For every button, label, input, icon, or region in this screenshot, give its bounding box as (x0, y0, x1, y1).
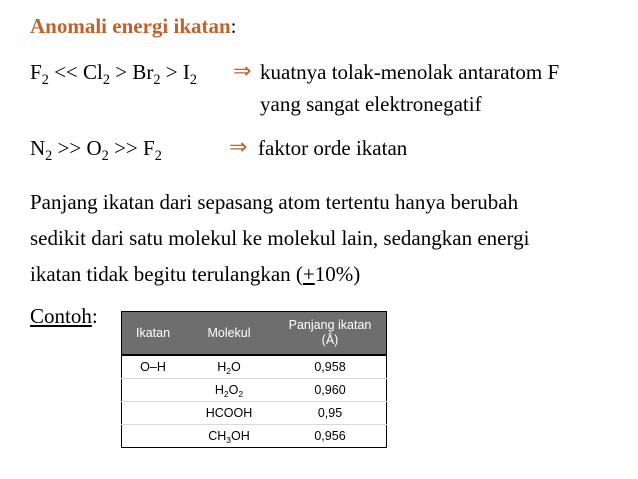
header-bond: Ikatan (122, 312, 185, 356)
heading-colon: : (230, 14, 237, 38)
halogen-series: $F_2 << Cl_2 > Br_2 > I_2$ (30, 60, 197, 88)
table-row (122, 425, 387, 448)
heading (30, 14, 237, 39)
halogen-explanation-1: kuatnya tolak-menolak antaratom F (260, 60, 560, 84)
plus-minus: + (302, 262, 315, 286)
heading-text: Anomali energi ikatan (30, 14, 231, 38)
paragraph-line-1: Panjang ikatan dari sepasang atom tertentu hanya berubah (30, 190, 519, 214)
table-header-row (122, 312, 387, 356)
cell-molecule: $H_2O_2$ (184, 379, 274, 402)
cell-length: 0,956 (274, 425, 387, 448)
cell-length: 0,958 (314, 360, 346, 374)
example-label: Contoh: (30, 304, 98, 328)
bond-order-explanation: faktor orde ikatan (258, 136, 408, 160)
header-length: Panjang ikatan (Å) (274, 312, 387, 356)
cell-bond (122, 425, 185, 448)
bond-length-table (121, 311, 387, 448)
implies-arrow-icon: ⇒ (229, 135, 248, 160)
table-row (122, 355, 387, 379)
bond-order-series: $N_2 >> O_2 >> F_2$ (30, 136, 162, 164)
cell-molecule: HCOOH (184, 402, 274, 425)
cell-bond: O–H (140, 360, 166, 374)
cell-bond (122, 379, 185, 402)
cell-length: 0,960 (274, 379, 387, 402)
cell-length: 0,95 (274, 402, 387, 425)
table-row (122, 402, 387, 425)
table-row (122, 379, 387, 402)
cell-bond (122, 402, 185, 425)
header-molecule: Molekul (184, 312, 274, 356)
cell-molecule: $H_2O$ (217, 360, 241, 376)
cell-molecule: $CH_3OH$ (184, 425, 274, 448)
paragraph-line-2: sedikit dari satu molekul ke molekul lain, sedangkan energi (30, 226, 530, 250)
paragraph-line-3: ikatan tidak begitu terulangkan (+10%) (30, 262, 361, 286)
halogen-explanation-2: yang sangat elektronegatif (260, 92, 482, 116)
implies-arrow-icon: ⇒ (233, 59, 252, 84)
